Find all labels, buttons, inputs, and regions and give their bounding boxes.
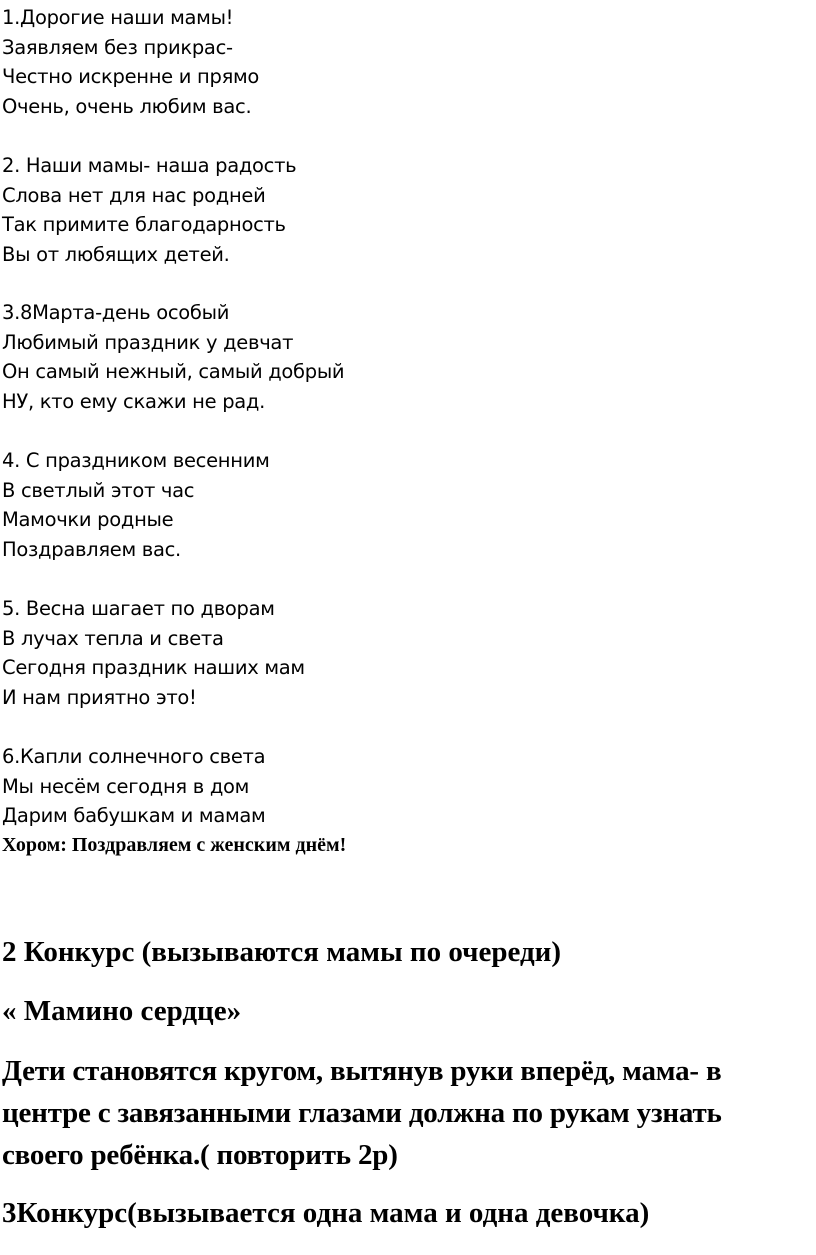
- verse-line: 2. Наши мамы- наша радость: [2, 154, 297, 177]
- verse-2: [2, 151, 296, 269]
- verse-line: И нам приятно это!: [2, 685, 197, 709]
- verse-line: В светлый этот час: [2, 478, 195, 502]
- verse-line: 6.Капли солнечного света: [2, 745, 266, 768]
- verse-line: Слова нет для нас родней: [2, 183, 266, 207]
- verse-line: Поздравляем вас.: [2, 537, 181, 561]
- verse-line: Любимый праздник у девчат: [2, 330, 294, 354]
- verse-line: 1.Дорогие наши мамы!: [2, 6, 234, 29]
- contest-2-heading: 2 Конкурс (вызываются мамы по очереди): [2, 936, 561, 968]
- chorus-line: Хором: Поздравляем с женским днём!: [2, 833, 347, 856]
- verse-line: Вы от любящих детей.: [2, 242, 230, 266]
- verse-6: [2, 742, 346, 860]
- contest-2-name: « Мамино сердце»: [2, 995, 242, 1027]
- verse-line: Дарим бабушкам и мамам: [2, 804, 266, 827]
- verse-line: Очень, очень любим вас.: [2, 94, 252, 118]
- verse-line: Так примите благодарность: [2, 213, 286, 236]
- verse-1: [2, 3, 259, 121]
- verse-line: В лучах тепла и света: [2, 626, 224, 650]
- verse-line: 5. Весна шагает по дворам: [2, 597, 275, 620]
- description-line: Дети становятся кругом, вытянув руки вперёд, мама- в: [2, 1055, 722, 1087]
- verse-line: 3.8Марта-день особый: [2, 301, 230, 324]
- contest-3-heading: 3Конкурс(вызывается одна мама и одна девочка): [2, 1197, 650, 1229]
- verse-line: НУ, кто ему скажи не рад.: [2, 389, 265, 413]
- verse-line: Он самый нежный, самый добрый: [2, 360, 345, 383]
- verse-line: Честно искренне и прямо: [2, 65, 260, 88]
- verse-line: Заявляем без прикрас-: [2, 35, 233, 59]
- verse-3: [2, 298, 344, 416]
- verse-line: 4. С праздником весенним: [2, 449, 270, 472]
- verse-line: Мамочки родные: [2, 508, 174, 531]
- verse-line: Мы несём сегодня в дом: [2, 774, 250, 798]
- description-line: центре с завязанными глазами должна по рукам узнать: [2, 1097, 722, 1129]
- verse-4: [2, 446, 269, 564]
- description-line: своего ребёнка.( повторить 2р): [2, 1139, 398, 1171]
- contest-2-description: [2, 1050, 814, 1176]
- verse-line: Сегодня праздник наших мам: [2, 656, 305, 679]
- verse-5: [2, 594, 305, 712]
